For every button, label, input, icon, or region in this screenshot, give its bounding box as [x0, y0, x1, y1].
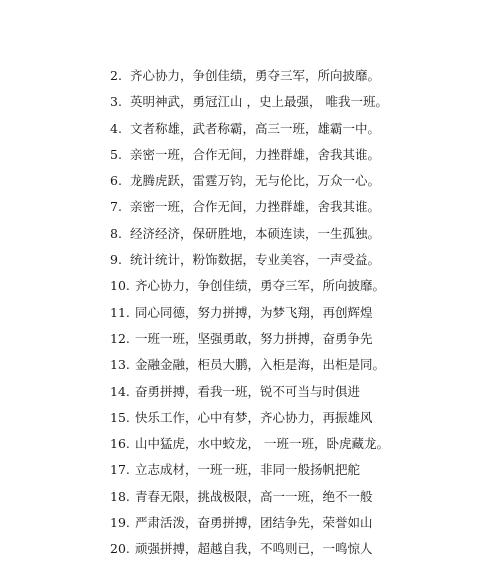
list-item: [0, 352, 500, 378]
list-item: [0, 142, 500, 168]
item-number: 9.: [110, 252, 122, 268]
item-text: 亲密一班，合作无间，力挫群雄，舍我其谁。: [130, 146, 381, 162]
list-item: [0, 405, 500, 431]
list-item: [0, 247, 500, 273]
item-number: 11.: [110, 304, 130, 320]
item-number: 15.: [110, 409, 130, 425]
list-item: [0, 300, 500, 326]
item-number: 16.: [110, 436, 130, 452]
slogan-list: [0, 63, 500, 563]
item-number: 12.: [110, 330, 130, 346]
list-item: [0, 484, 500, 510]
item-text: 同心同德，努力拼搏，为梦飞翔，再创辉煌: [135, 304, 373, 320]
item-text: 英明神武，勇冠江山 ，史上最强， 唯我一班。: [130, 94, 388, 110]
list-item: [0, 379, 500, 405]
item-text: 齐心协力，争创佳绩，勇夺三军，所向披靡。: [135, 278, 386, 294]
item-number: 3.: [110, 94, 122, 110]
list-item: [0, 89, 500, 115]
item-text: 山中猛虎，水中蛟龙， 一班一班，卧虎藏龙。: [135, 436, 389, 452]
item-text: 顽强拼搏，超越自我，不鸣则已，一鸣惊人: [135, 541, 373, 557]
item-number: 8.: [110, 225, 122, 241]
list-item: [0, 326, 500, 352]
item-number: 20.: [110, 541, 130, 557]
item-text: 文者称雄，武者称霸，高三一班，雄霸一中。: [130, 120, 381, 136]
list-item: [0, 63, 500, 89]
list-item: [0, 168, 500, 194]
item-number: 7.: [110, 199, 122, 215]
list-item: [0, 194, 500, 220]
item-text: 立志成材，一班一班，非同一般扬帆把舵: [135, 462, 361, 478]
item-text: 快乐工作，心中有梦，齐心协力，再振雄风: [135, 409, 373, 425]
item-number: 17.: [110, 462, 130, 478]
item-text: 统计统计，粉饰数据，专业美容，一声受益。: [130, 252, 381, 268]
list-item: [0, 510, 500, 536]
item-number: 14.: [110, 383, 130, 399]
list-item: [0, 273, 500, 299]
list-item: [0, 431, 500, 457]
item-text: 严肃活泼，奋勇拼搏，团结争先，荣誉如山: [135, 515, 373, 531]
item-text: 金融金融，柜员大鹏，入柜是海，出柜是同。: [135, 357, 386, 373]
item-text: 龙腾虎跃，雷霆万钧，无与伦比，万众一心。: [130, 173, 381, 189]
item-text: 齐心协力，争创佳绩，勇夺三军，所向披靡。: [130, 68, 381, 83]
list-item: [0, 457, 500, 483]
item-number: 6.: [110, 173, 122, 189]
item-number: 18.: [110, 488, 130, 504]
item-text: 亲密一班，合作无间，力挫群雄，舍我其谁。: [130, 199, 381, 215]
item-number: 10.: [110, 278, 130, 294]
item-number: 19.: [110, 515, 130, 531]
item-text: 一班一班，坚强勇敢，努力拼搏，奋勇争先: [135, 330, 373, 346]
list-item: [0, 221, 500, 247]
item-number: 4.: [110, 120, 122, 136]
item-text: 奋勇拼搏，看我一班，锐不可当与时俱进: [135, 383, 361, 399]
list-item: [0, 116, 500, 142]
item-text: 青春无限，挑战极限，高一一班，绝不一般: [135, 488, 373, 504]
list-item: [0, 536, 500, 562]
item-number: 13.: [110, 357, 130, 373]
item-text: 经济经济，保研胜地，本硕连读，一生孤独。: [130, 225, 381, 241]
item-number: 5.: [110, 146, 122, 162]
item-number: 2.: [110, 68, 122, 83]
